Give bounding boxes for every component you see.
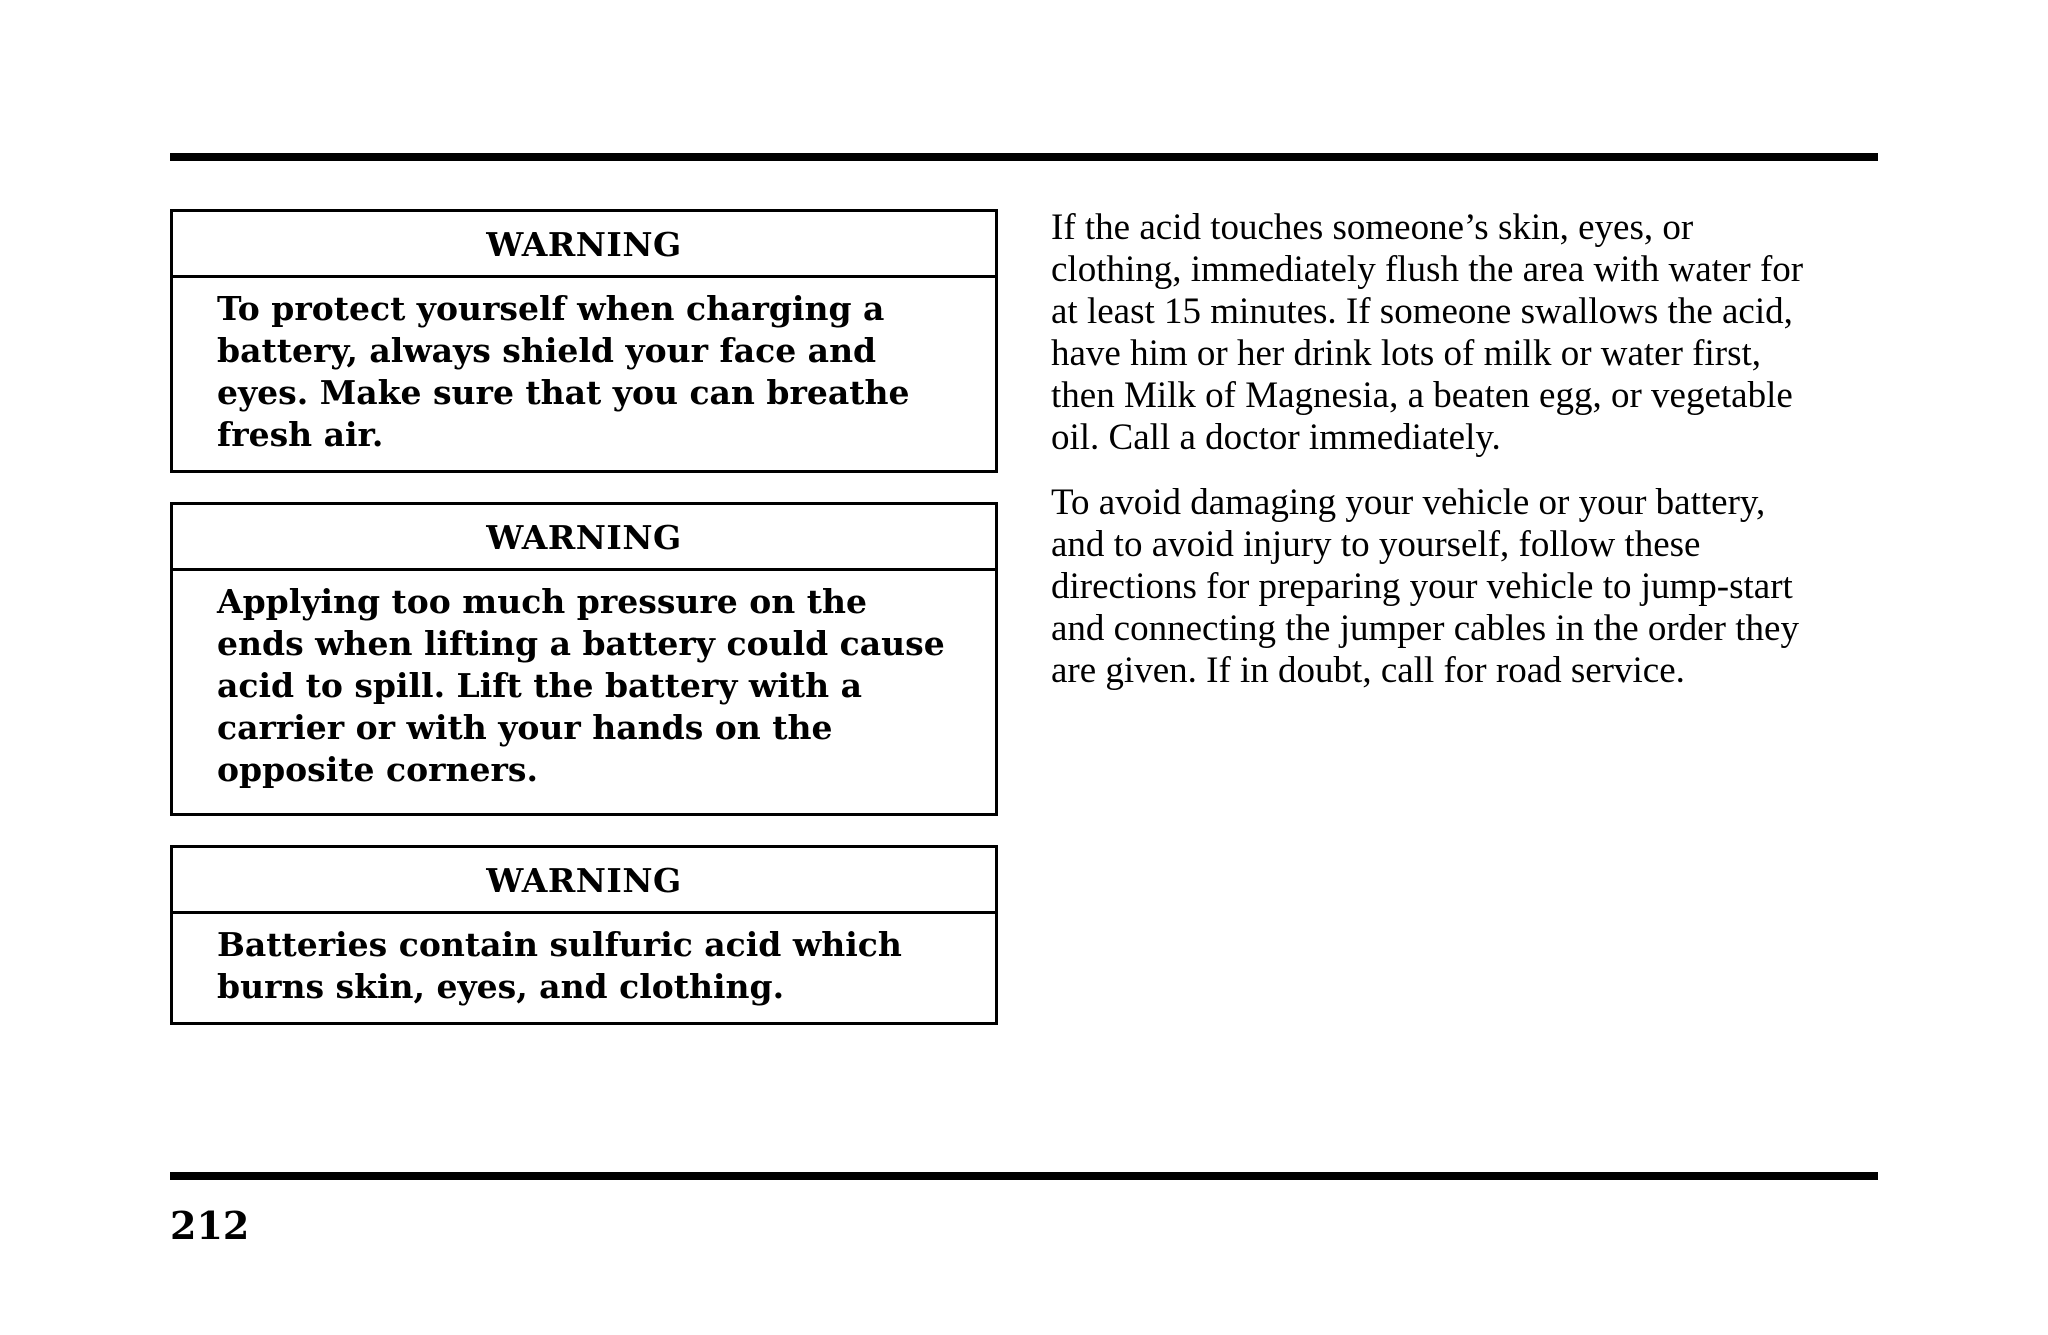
warning-box-lifting-battery	[170, 502, 998, 816]
paragraph-acid-first-aid: If the acid touches someone’s skin, eyes, or clothing, immediately flush the area with water for at least 15 minutes. If someone swallows the acid, have him or her drink lots of milk or water first, then Milk of Magnesia, a beaten egg, or vegetable oil. Call a doctor immediately.	[1051, 207, 1804, 458]
bottom-rule	[170, 1172, 1878, 1180]
paragraph-jump-start-directions: To avoid damaging your vehicle or your battery, and to avoid injury to yourself, follow these directions for preparing your vehicle to jump-start and connecting the jumper cables in the order they are given. If in doubt, call for road service.	[1051, 482, 1799, 691]
warning-title: WARNING	[173, 505, 995, 571]
page-number: 212	[170, 1203, 250, 1248]
body-text-column	[1051, 207, 1881, 692]
warning-text: Applying too much pressure on the ends when lifting a battery could cause acid to spill. Lift the battery with a carrier or with your hands on the opposite corners.	[217, 582, 945, 789]
warning-title: WARNING	[173, 848, 995, 914]
warning-box-sulfuric-acid	[170, 845, 998, 1025]
warning-text: To protect yourself when charging a battery, always shield your face and eyes. Make sure that you can breathe fresh air.	[217, 289, 910, 454]
warning-title: WARNING	[173, 212, 995, 278]
warnings-column	[170, 209, 998, 1025]
warning-box-face-protection	[170, 209, 998, 473]
warning-text: Batteries contain sulfuric acid which burns skin, eyes, and clothing.	[217, 925, 902, 1006]
top-rule	[170, 153, 1878, 161]
